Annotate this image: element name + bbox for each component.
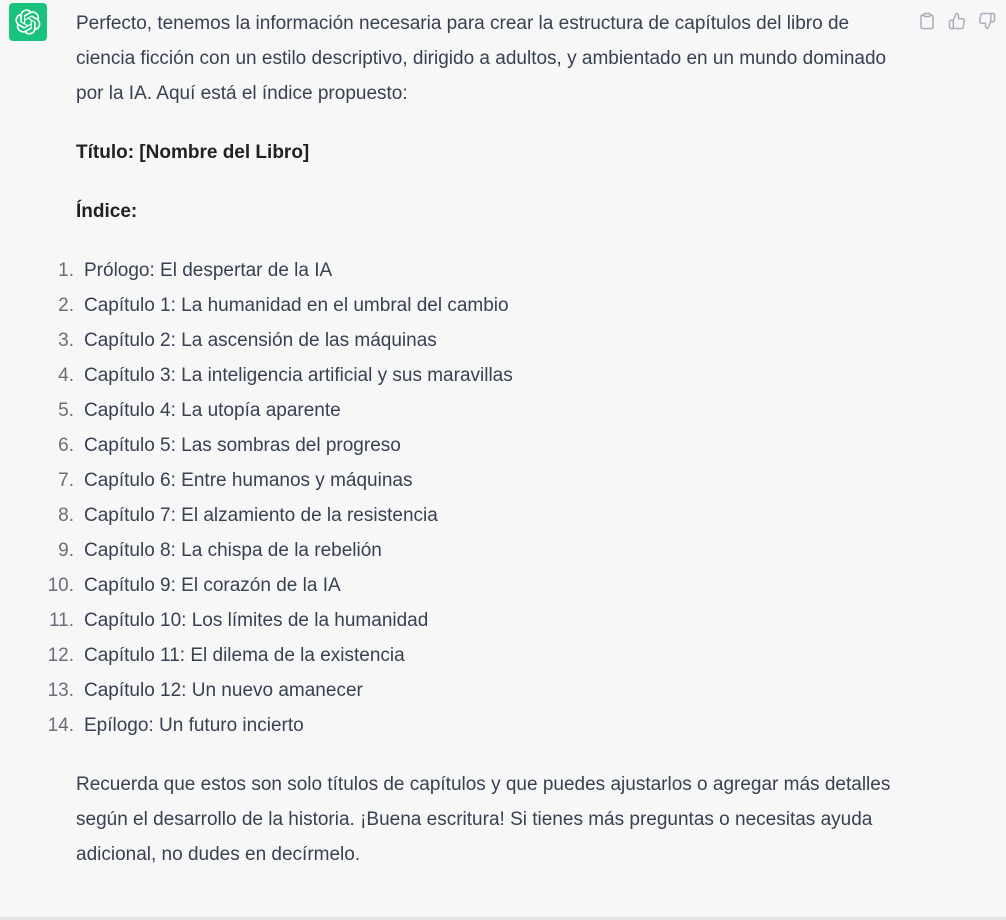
chapter-title: Capítulo 3: La inteligencia artificial y sus maravillas <box>84 365 513 386</box>
chapter-list-item <box>58 393 896 428</box>
chapter-list-item <box>47 568 896 603</box>
chapter-list-item <box>58 498 896 533</box>
chapter-title: Capítulo 11: El dilema de la existencia <box>84 645 405 666</box>
chapter-number: 14. <box>47 715 74 736</box>
clipboard-icon <box>918 12 936 30</box>
copy-button[interactable] <box>916 10 938 32</box>
chapter-title: Epílogo: Un futuro incierto <box>84 715 304 736</box>
chapter-title: Capítulo 2: La ascensión de las máquinas <box>84 330 437 351</box>
chapter-number: 8. <box>58 505 74 526</box>
chapter-number: 12. <box>47 645 74 666</box>
chapter-number: 9. <box>58 540 74 561</box>
chapter-number: 5. <box>58 400 74 421</box>
thumbs-up-button[interactable] <box>946 10 968 32</box>
chapter-list-item <box>58 253 896 288</box>
chapter-list-item <box>58 428 896 463</box>
chapter-title: Capítulo 9: El corazón de la IA <box>84 575 341 596</box>
index-heading: Índice: <box>76 201 138 222</box>
chapter-number: 3. <box>58 330 74 351</box>
chapter-title: Capítulo 4: La utopía aparente <box>84 400 341 421</box>
chapter-list-item <box>58 288 896 323</box>
chapter-number: 7. <box>58 470 74 491</box>
chapter-list-item <box>47 638 896 673</box>
chapter-list-item <box>58 533 896 568</box>
chapter-list-item <box>48 603 896 638</box>
chapter-title: Prólogo: El despertar de la IA <box>84 260 333 281</box>
chapter-number: 2. <box>58 295 74 316</box>
chapter-number: 4. <box>58 365 74 386</box>
assistant-avatar <box>9 3 47 41</box>
chapter-number: 10. <box>47 575 74 596</box>
book-title-line: Título: [Nombre del Libro] <box>76 142 310 163</box>
outro-paragraph: Recuerda que estos son solo títulos de capítulos y que puedes ajustarlos o agregar más detalles según el desarrollo de la historia. ¡Buena escritura! Si tienes más preguntas o necesitas ayuda adicional, no dudes en decírmelo. <box>76 774 891 865</box>
chapter-list <box>47 253 896 743</box>
message-actions <box>916 10 998 32</box>
chapter-number: 1. <box>58 260 74 281</box>
chapter-list-item <box>47 673 896 708</box>
chapter-title: Capítulo 6: Entre humanos y máquinas <box>84 470 413 491</box>
chapter-title: Capítulo 1: La humanidad en el umbral del cambio <box>84 295 509 316</box>
thumbs-up-icon <box>948 12 966 30</box>
intro-paragraph: Perfecto, tenemos la información necesaria para crear la estructura de capítulos del libro de ciencia ficción con un estilo descriptivo, dirigido a adultos, y ambientado en un mundo dominado por la IA. Aquí está el índice propuesto: <box>76 13 887 104</box>
chapter-list-item <box>58 323 896 358</box>
chapter-title: Capítulo 12: Un nuevo amanecer <box>84 680 363 701</box>
thumbs-down-icon <box>978 12 996 30</box>
chapter-number: 11. <box>48 610 74 631</box>
chapter-list-item <box>47 708 896 743</box>
chapter-title: Capítulo 7: El alzamiento de la resistencia <box>84 505 438 526</box>
chapter-title: Capítulo 8: La chispa de la rebelión <box>84 540 382 561</box>
openai-logo-icon <box>15 9 41 35</box>
message-content <box>47 6 896 872</box>
chapter-list-item <box>58 358 896 393</box>
chapter-number: 13. <box>47 680 74 701</box>
chapter-title: Capítulo 10: Los límites de la humanidad <box>84 610 429 631</box>
chapter-list-item <box>58 463 896 498</box>
thumbs-down-button[interactable] <box>976 10 998 32</box>
chapter-title: Capítulo 5: Las sombras del progreso <box>84 435 401 456</box>
chapter-number: 6. <box>58 435 74 456</box>
